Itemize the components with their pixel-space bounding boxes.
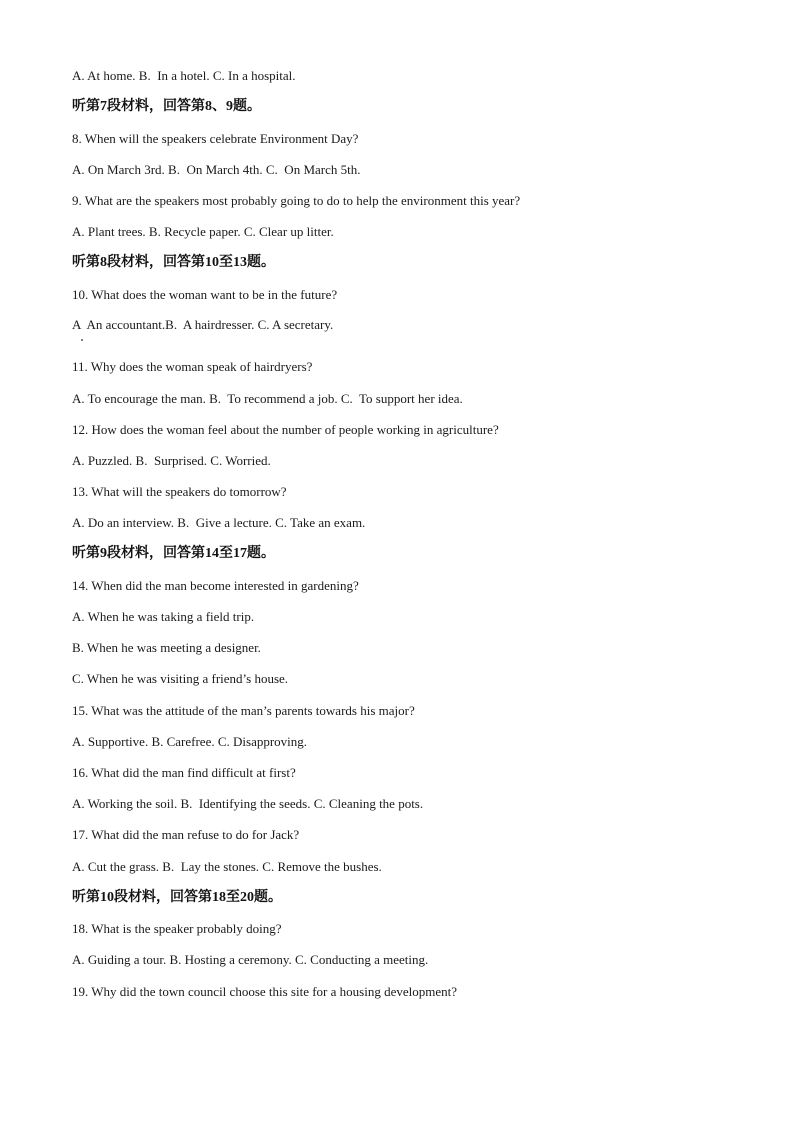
question-19: 19. Why did the town council choose this site for a housing development? [72, 984, 457, 999]
section-heading: 听第9段材料，回答第14至17题。 [72, 546, 275, 561]
question-18: 18. What is the speaker probably doing? [72, 921, 282, 936]
question-11-options: A. To encourage the man. B. To recommend a job. C. To support her idea. [72, 391, 463, 406]
question-13: 13. What will the speakers do tomorrow? [72, 484, 287, 499]
question-16: 16. What did the man find difficult at first? [72, 765, 296, 780]
question-13-options: A. Do an interview. B. Give a lecture. C. Take an exam. [72, 515, 366, 530]
question-18-options: A. Guiding a tour. B. Hosting a ceremony. C. Conducting a meeting. [72, 952, 429, 967]
question-14-option-b: B. When he was meeting a designer. [72, 640, 261, 655]
question-14-option-a: A. When he was taking a field trip. [72, 609, 255, 624]
question-17: 17. What did the man refuse to do for Jack? [72, 827, 300, 842]
question-15-options: A. Supportive. B. Carefree. C. Disapproving. [72, 734, 308, 749]
stray-mark [81, 339, 83, 341]
question-9-options: A. Plant trees. B. Recycle paper. C. Clear up litter. [72, 224, 334, 239]
section-heading: 听第8段材料，回答第10至13题。 [72, 255, 275, 270]
question-12-options: A. Puzzled. B. Surprised. C. Worried. [72, 453, 271, 468]
question-9: 9. What are the speakers most probably going to do to help the environment this year? [72, 193, 521, 208]
section-heading: 听第7段材料，回答第8、9题。 [72, 99, 261, 114]
question-17-options: A. Cut the grass. B. Lay the stones. C. Remove the bushes. [72, 859, 382, 874]
question-12: 12. How does the woman feel about the number of people working in agriculture? [72, 422, 499, 437]
question-16-options: A. Working the soil. B. Identifying the seeds. C. Cleaning the pots. [72, 796, 424, 811]
question-8-options: A. On March 3rd. B. On March 4th. C. On March 5th. [72, 162, 361, 177]
question-14-option-c: C. When he was visiting a friend’s house. [72, 671, 289, 686]
carryover-options: A. At home. B. In a hotel. C. In a hospital. [72, 68, 296, 83]
question-15: 15. What was the attitude of the man’s parents towards his major? [72, 703, 415, 718]
section-heading: 听第10段材料，回答第18至20题。 [72, 890, 282, 905]
question-11: 11. Why does the woman speak of hairdryers? [72, 359, 313, 374]
question-14: 14. When did the man become interested in gardening? [72, 578, 359, 593]
question-8: 8. When will the speakers celebrate Environment Day? [72, 131, 359, 146]
question-10-options: A An accountant.B. A hairdresser. C. A secretary. [72, 317, 334, 332]
question-10: 10. What does the woman want to be in the future? [72, 287, 338, 302]
